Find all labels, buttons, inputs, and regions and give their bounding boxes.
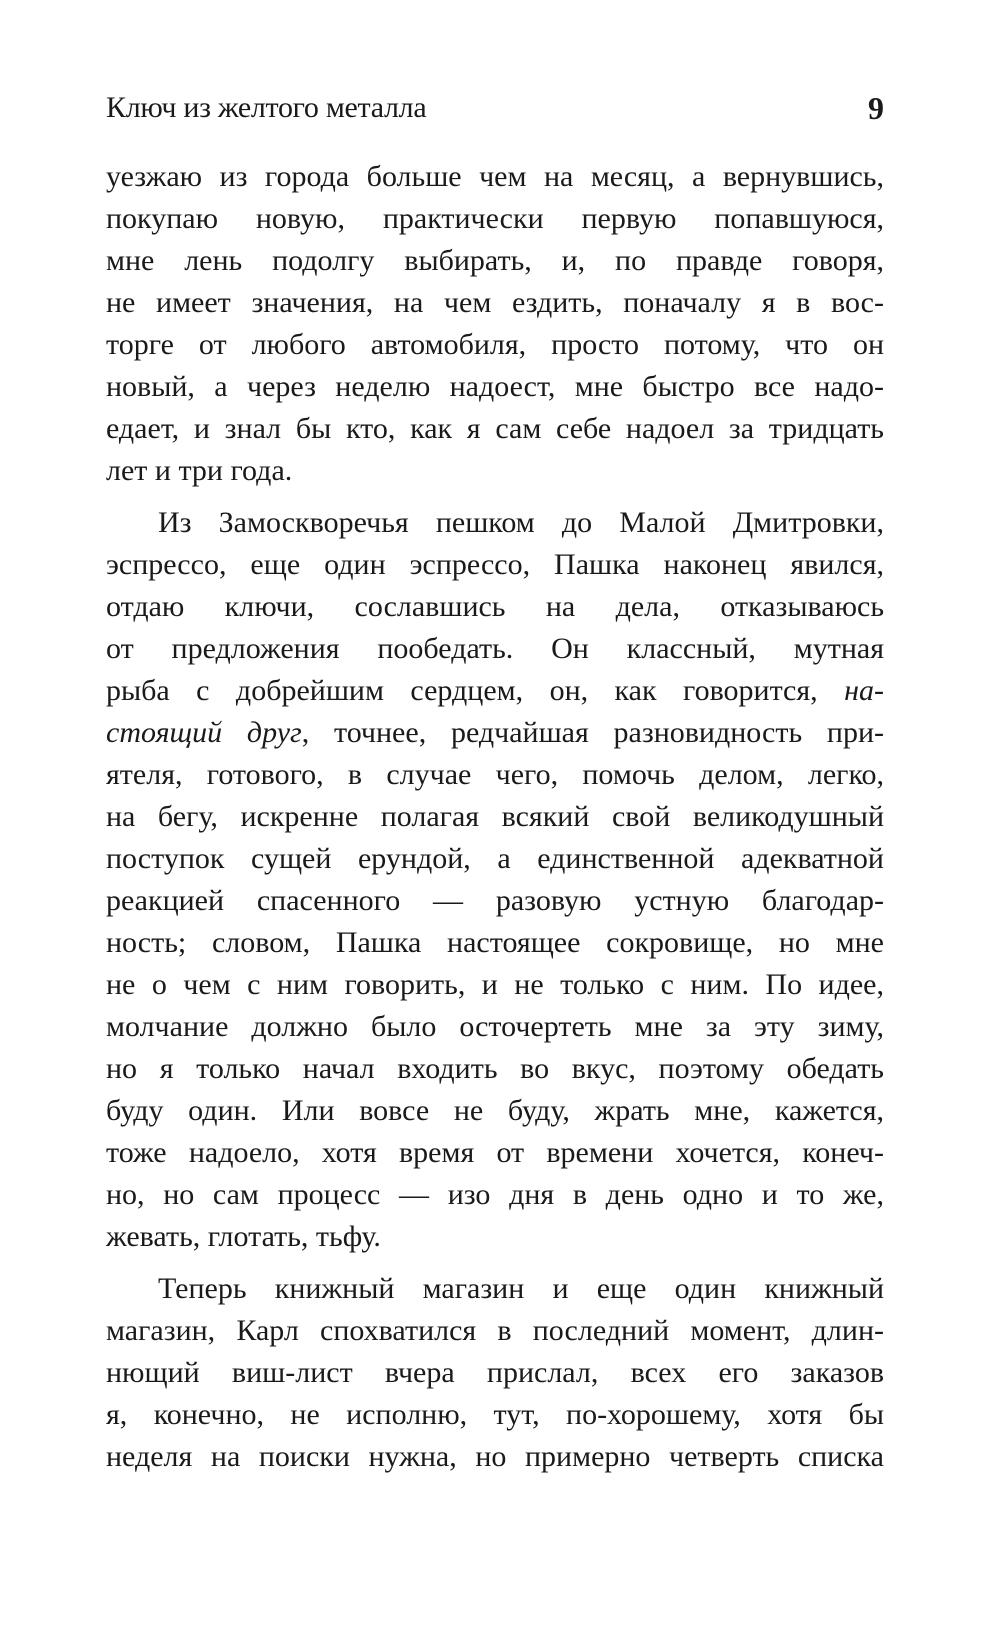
text-line: не о чем с ним говорить, и не только с ним. По идее, (106, 968, 884, 1001)
paragraph-3 (106, 1268, 884, 1478)
text-line: новый, а через неделю надоест, мне быстро все надо- (106, 370, 884, 403)
text-line: эспрессо, еще один эспрессо, Пашка наконец явился, (106, 548, 884, 581)
text-line: буду один. Или вовсе не буду, жрать мне, кажется, (106, 1094, 884, 1127)
text-line: Из Замоскворечья пешком до Малой Дмитровки, (158, 506, 884, 539)
text-line: жевать, глотать, тьфу. (106, 1220, 381, 1253)
text-line: не имеет значения, на чем ездить, поначалу я в вос- (106, 286, 884, 319)
italic-run: стоящий друг (106, 716, 302, 749)
text-line: уезжаю из города больше чем на месяц, а вернувшись, (106, 160, 884, 193)
text-line: я, конечно, не исполню, тут, по-хорошему, хотя бы (106, 1398, 884, 1431)
page-number: 9 (868, 90, 884, 126)
text-run: , точнее, редчайшая разновидность при- (301, 716, 885, 749)
text-line: магазин, Карл спохватился в последний момент, длин- (106, 1314, 884, 1347)
text-line: поступок сущей ерундой, а единственной адекватной (106, 842, 884, 875)
text-line: нющий виш-лист вчера прислал, всех его заказов (106, 1356, 884, 1389)
text-line: торге от любого автомобиля, просто потому, что он (106, 328, 884, 361)
text-line: отдаю ключи, сославшись на дела, отказываюсь (106, 590, 884, 623)
running-title: Ключ из желтого металла (106, 91, 427, 124)
text-line: от предложения пообедать. Он классный, мутная (106, 632, 884, 665)
text-line: покупаю новую, практически первую попавшуюся, (106, 202, 884, 235)
text-run: рыба с добрейшим сердцем, он, как говорится, (106, 674, 845, 707)
text-line: едает, и знал бы кто, как я сам себе надоел за тридцать (106, 412, 884, 445)
text-line: неделя на поиски нужна, но примерно четверть списка (106, 1440, 884, 1473)
text-line: тоже надоело, хотя время от времени хочется, конеч- (106, 1136, 884, 1169)
text-line: Теперь книжный магазин и еще один книжный (158, 1272, 884, 1305)
text-line: ность; словом, Пашка настоящее сокровище, но мне (106, 926, 884, 959)
text-line: мне лень подолгу выбирать, и, по правде говоря, (106, 244, 884, 277)
body-text (106, 156, 884, 1478)
paragraph-1 (106, 156, 884, 492)
text-line (106, 670, 884, 712)
running-head (106, 88, 884, 128)
text-line: но я только начал входить во вкус, поэтому обедать (106, 1052, 884, 1085)
paragraph-2 (106, 502, 884, 1258)
text-line: молчание должно было осточертеть мне за эту зиму, (106, 1010, 884, 1043)
text-line: ятеля, готового, в случае чего, помочь делом, легко, (106, 758, 884, 791)
text-line: реакцией спасенного — разовую устную благодар- (106, 884, 884, 917)
text-line: но, но сам процесс — изо дня в день одно и то же, (106, 1178, 884, 1211)
text-line: на бегу, искренне полагая всякий свой великодушный (106, 800, 884, 833)
text-line: лет и три года. (106, 454, 293, 487)
text-line (106, 712, 884, 754)
italic-run: на- (844, 674, 884, 707)
